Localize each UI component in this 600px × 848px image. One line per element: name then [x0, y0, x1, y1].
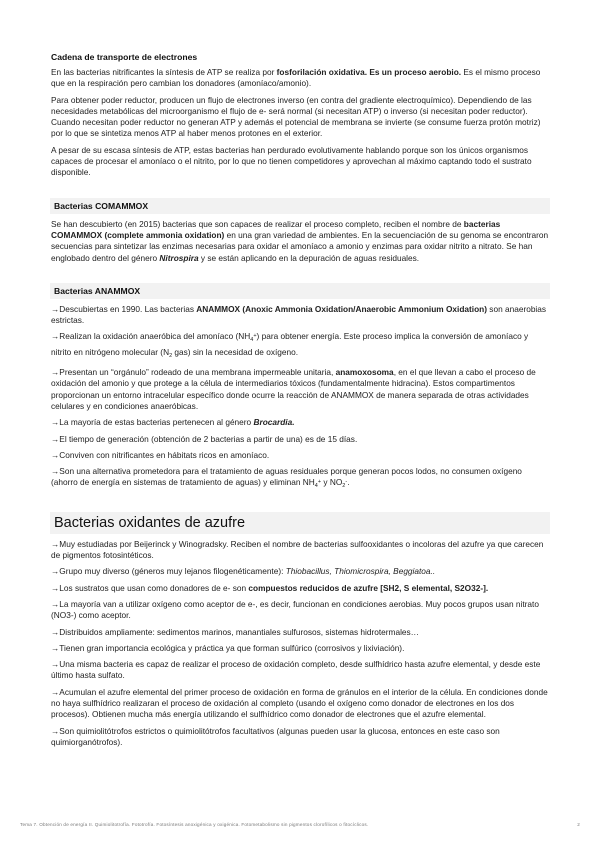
bullet-item: →El tiempo de generación (obtención de 2 bacterias a partir de una) es de 15 días. [51, 433, 358, 444]
subscript: 2 [342, 483, 346, 490]
bold-text: fosforilación oxidativa. Es un proceso aerobio. [276, 67, 462, 77]
bullet-item [50, 417, 550, 428]
genus-name: Nitrospira [159, 252, 199, 263]
document-page [50, 52, 550, 753]
bold-text: anamoxosoma [335, 367, 394, 378]
text: son anaerobias estrictas. [51, 303, 547, 326]
bullet-item [50, 583, 550, 594]
text: →Realizan la oxidación anaeróbica del amoníaco (NH [51, 331, 251, 342]
bullet-item: →Tienen gran importancia ecológica y práctica ya que forman sulfúrico (corrosivos y lixiviación). [51, 642, 405, 653]
subscript: 2 [169, 352, 173, 359]
text: →La mayoría de estas bacterias pertenecen al género [51, 417, 254, 428]
genus-name: Brocardia. [253, 417, 295, 428]
superscript: + [317, 479, 322, 486]
text: →Presentan un “orgánulo” rodeado de una membrana impermeable unitaria, [51, 367, 336, 378]
superscript: + [253, 333, 257, 340]
text: →Son una alternativa prometedora para el tratamiento de aguas residuales porque generan pocos lodos, no consumen oxígeno (ahorro de energía en sistemas de tratamiento de aguas) y eliminan NH [51, 466, 522, 488]
bullet-item: →Acumulan el azufre elemental del primer proceso de oxidación en forma de gránulos en el interior de la célula. En condiciones donde no haya sulfhídrico realizaran el proceso de oxidación al completo (usando el oxígeno como donador de electrones en los dos procesos). Obtienen mucha más energía utilizando el sulfhídrico como donador de electrones que el azufre elemental. [51, 686, 548, 720]
bullet-item: →La mayoría van a utilizar oxígeno como aceptor de e-, es decir, funcionan en condiciones aerobias. Muy pocos grupos usan nitrato (NO3-) como aceptor. [51, 598, 539, 621]
text: y se están aplicando en la depuración de aguas residuales. [198, 252, 420, 263]
bullet-item [50, 331, 550, 362]
genus-list: Thiobacillus, Thiomicrospira, Beggiatoa.. [285, 566, 436, 577]
page-number: 2 [577, 822, 580, 827]
section-heading-electron-transport: Cadena de transporte de electrones [51, 52, 198, 62]
text: Se han descubierto (en 2015) bacterias que son capaces de realizar el proceso completo, reciben el nombre de [51, 218, 464, 229]
bullet-item [50, 566, 550, 577]
bullet-item [50, 367, 550, 412]
bullet-item: →Distribuidos ampliamente: sedimentos marinos, manantiales sulfurosos, sistemas hidrotermales… [51, 626, 419, 637]
subscript: 4 [314, 483, 318, 490]
bold-text: bacterias COMAMMOX (complete ammonia oxidation) [51, 218, 501, 240]
superscript: - [345, 479, 348, 486]
text: →Descubiertas en 1990. Las bacterias [51, 303, 197, 314]
text: →Grupo muy diverso (géneros muy lejanos filogenéticamente): [51, 566, 286, 577]
text: ) para obtener energía. Este proceso implica la conversión de amoníaco y nitrito en nitrógeno molecular (N [51, 331, 529, 357]
bullet-item: →Son quimiolitótrofos estrictos o quimiolitótrofos facultativos (algunas pueden usar la glucosa, entonces en este caso son quimiorganótrofos). [51, 725, 500, 747]
paragraph [50, 219, 550, 264]
text: . [347, 477, 350, 488]
text: en una gran variedad de ambientes. En la secuenciación de su genoma se encontraron secuencias para sintetizar las enzimas necesarias para oxidar el amoníaco a amonio y enzimas para oxidar nitrito a nitrato. Se han englobado dentro del género [51, 229, 549, 263]
paragraph: Para obtener poder reductor, producen un flujo de electrones inverso (en contra del gradiente electroquímico). Dependiendo de las necesidades metabólicas del microorganismo el flujo de e- será normal (si necesitan ATP) o inverso (si necesitan poder reductor). Cuando necesitan poder reductor no generan ATP y además el potencial de membrana se invierte (se consume fuerza protón motriz) por lo que se sintetiza menos ATP al haber menos protones en el exterior. [51, 94, 541, 139]
text: , en el que llevan a cabo el proceso de oxidación del amonio y que protege a la célula de intermediarios tóxicos (fundamentalmente hidracina). Estos compartimentos proporcionan un entorno intracelular específico donde ocurre la reacción de ANAMMOX de manera separada de otras actividades celulares y en condiciones anaeróbicas. [51, 367, 536, 411]
bold-text: compuestos reducidos de azufre [SH2, S elemental, S2O32-]. [248, 582, 489, 593]
bullet-item: →Muy estudiadas por Beijerinck y Winogradsky. Reciben el nombre de bacterias sulfooxidantes o incoloras del azufre ya que carecen de pigmentos fotosintéticos. [51, 538, 544, 561]
subscript: 4 [250, 337, 254, 344]
bullet-item: →Conviven con nitrificantes en hábitats ricos en amoníaco. [51, 449, 270, 460]
paragraph: A pesar de su escasa síntesis de ATP, estas bacterias han perdurado evolutivamente hablando porque son los únicos organismos capaces de procesar el amoníaco o el nitrito, por lo que no tienen competidores y aprovechan al máximo captando todo el sustrato disponible. [51, 144, 532, 178]
bullet-item [50, 466, 550, 493]
section-heading-comammox: Bacterias COMAMMOX [50, 198, 550, 214]
footer-text: Tema 7. Obtención de energía II. Quimiolitotrofía. Fototrofía. Fotosíntesis anoxigénica y oxigénica. Fotometabolismo sin pigmentos clorofílicos o fitocíclicos. [20, 822, 369, 827]
bullet-item [50, 304, 550, 327]
text: →Los sustratos que usan como donadores de e- son [51, 582, 249, 593]
text: Es el mismo proceso que en la respiración pero cambian los donadores (amoníaco/amonio). [51, 67, 541, 89]
text: gas) sin la necesidad de oxígeno. [172, 346, 299, 357]
bullet-item: →Una misma bacteria es capaz de realizar el proceso de oxidación completo, desde sulfhídrico hasta azufre elemental, y desde este último hasta sulfato. [51, 659, 541, 681]
page-footer [20, 822, 580, 827]
text: y NO [321, 477, 343, 488]
text: En las bacterias nitrificantes la síntesis de ATP se realiza por [51, 67, 277, 77]
section-heading-anammox: Bacterias ANAMMOX [50, 283, 550, 299]
paragraph [50, 67, 550, 90]
bold-text: ANAMMOX (Anoxic Ammonia Oxidation/Anaerobic Ammonium Oxidation) [196, 303, 487, 314]
section-heading-sulfur-bacteria: Bacterias oxidantes de azufre [50, 512, 550, 534]
